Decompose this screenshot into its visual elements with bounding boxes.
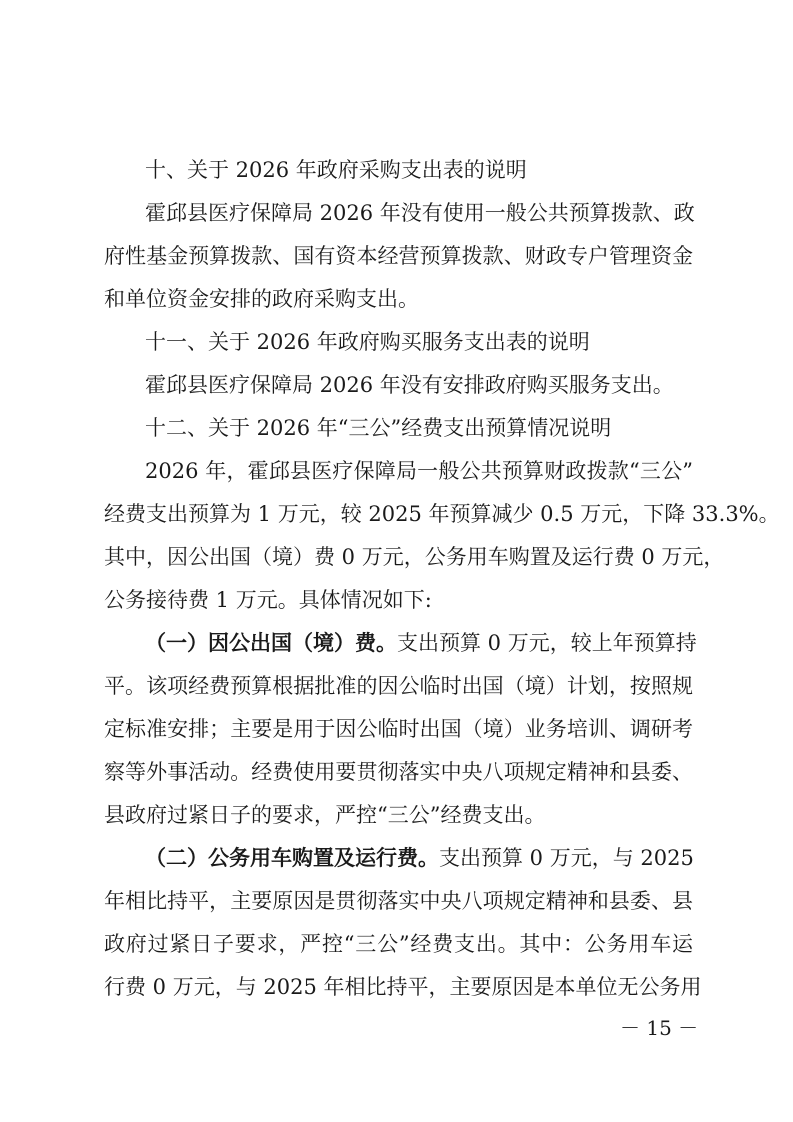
section-12-heading: 十二、关于 2026 年“三公”经费支出预算情况说明	[145, 416, 612, 440]
paragraph-1-first-text: 支出预算 0 万元，较上年预算持	[397, 631, 697, 655]
paragraph-1-bold-heading: （一）因公出国（境）费。	[145, 630, 397, 655]
paragraph-1-line-3: 定标准安排；主要是用于因公临时出国（境）业务培训、调研考	[104, 717, 693, 741]
paragraph-1-line-1	[145, 628, 697, 658]
section-12-line-3: 其中，因公出国（境）费 0 万元，公务用车购置及运行费 0 万元，	[104, 545, 725, 569]
paragraph-1-line-4: 察等外事活动。经费使用要贯彻落实中央八项规定精神和县委、	[104, 760, 693, 784]
section-12-line-1: 2026 年，霍邱县医疗保障局一般公共预算财政拨款“三公”	[145, 459, 693, 483]
section-10-line-2: 府性基金预算拨款、国有资本经营预算拨款、财政专户管理资金	[104, 244, 693, 268]
paragraph-2-line-4: 行费 0 万元，与 2025 年相比持平，主要原因是本单位无公务用	[104, 975, 702, 999]
section-12-line-2: 经费支出预算为 1 万元，较 2025 年预算减少 0.5 万元，下降 33.3%。	[104, 502, 780, 526]
paragraph-2-line-2: 年相比持平，主要原因是贯彻落实中央八项规定精神和县委、县	[104, 889, 693, 913]
section-12-line-4: 公务接待费 1 万元。具体情况如下:	[104, 588, 432, 612]
paragraph-2-bold-heading: （二）公务用车购置及运行费。	[145, 845, 439, 870]
paragraph-2-first-text: 支出预算 0 万元，与 2025	[439, 846, 694, 870]
paragraph-1-line-2: 平。该项经费预算根据批准的因公临时出国（境）计划，按照规	[104, 674, 693, 698]
section-11-line-1: 霍邱县医疗保障局 2026 年没有安排政府购买服务支出。	[145, 373, 674, 397]
paragraph-1-line-5: 县政府过紧日子的要求，严控“三公”经费支出。	[104, 803, 546, 827]
paragraph-2-line-1	[145, 843, 693, 873]
page-number: － 15 －	[620, 1016, 699, 1040]
section-10-heading: 十、关于 2026 年政府采购支出表的说明	[145, 158, 527, 182]
section-10-line-3: 和单位资金安排的政府采购支出。	[104, 287, 419, 311]
section-11-heading: 十一、关于 2026 年政府购买服务支出表的说明	[145, 330, 590, 354]
section-10-line-1: 霍邱县医疗保障局 2026 年没有使用一般公共预算拨款、政	[145, 201, 695, 225]
paragraph-2-line-3: 政府过紧日子要求，严控“三公”经费支出。其中：公务用车运	[104, 932, 693, 956]
